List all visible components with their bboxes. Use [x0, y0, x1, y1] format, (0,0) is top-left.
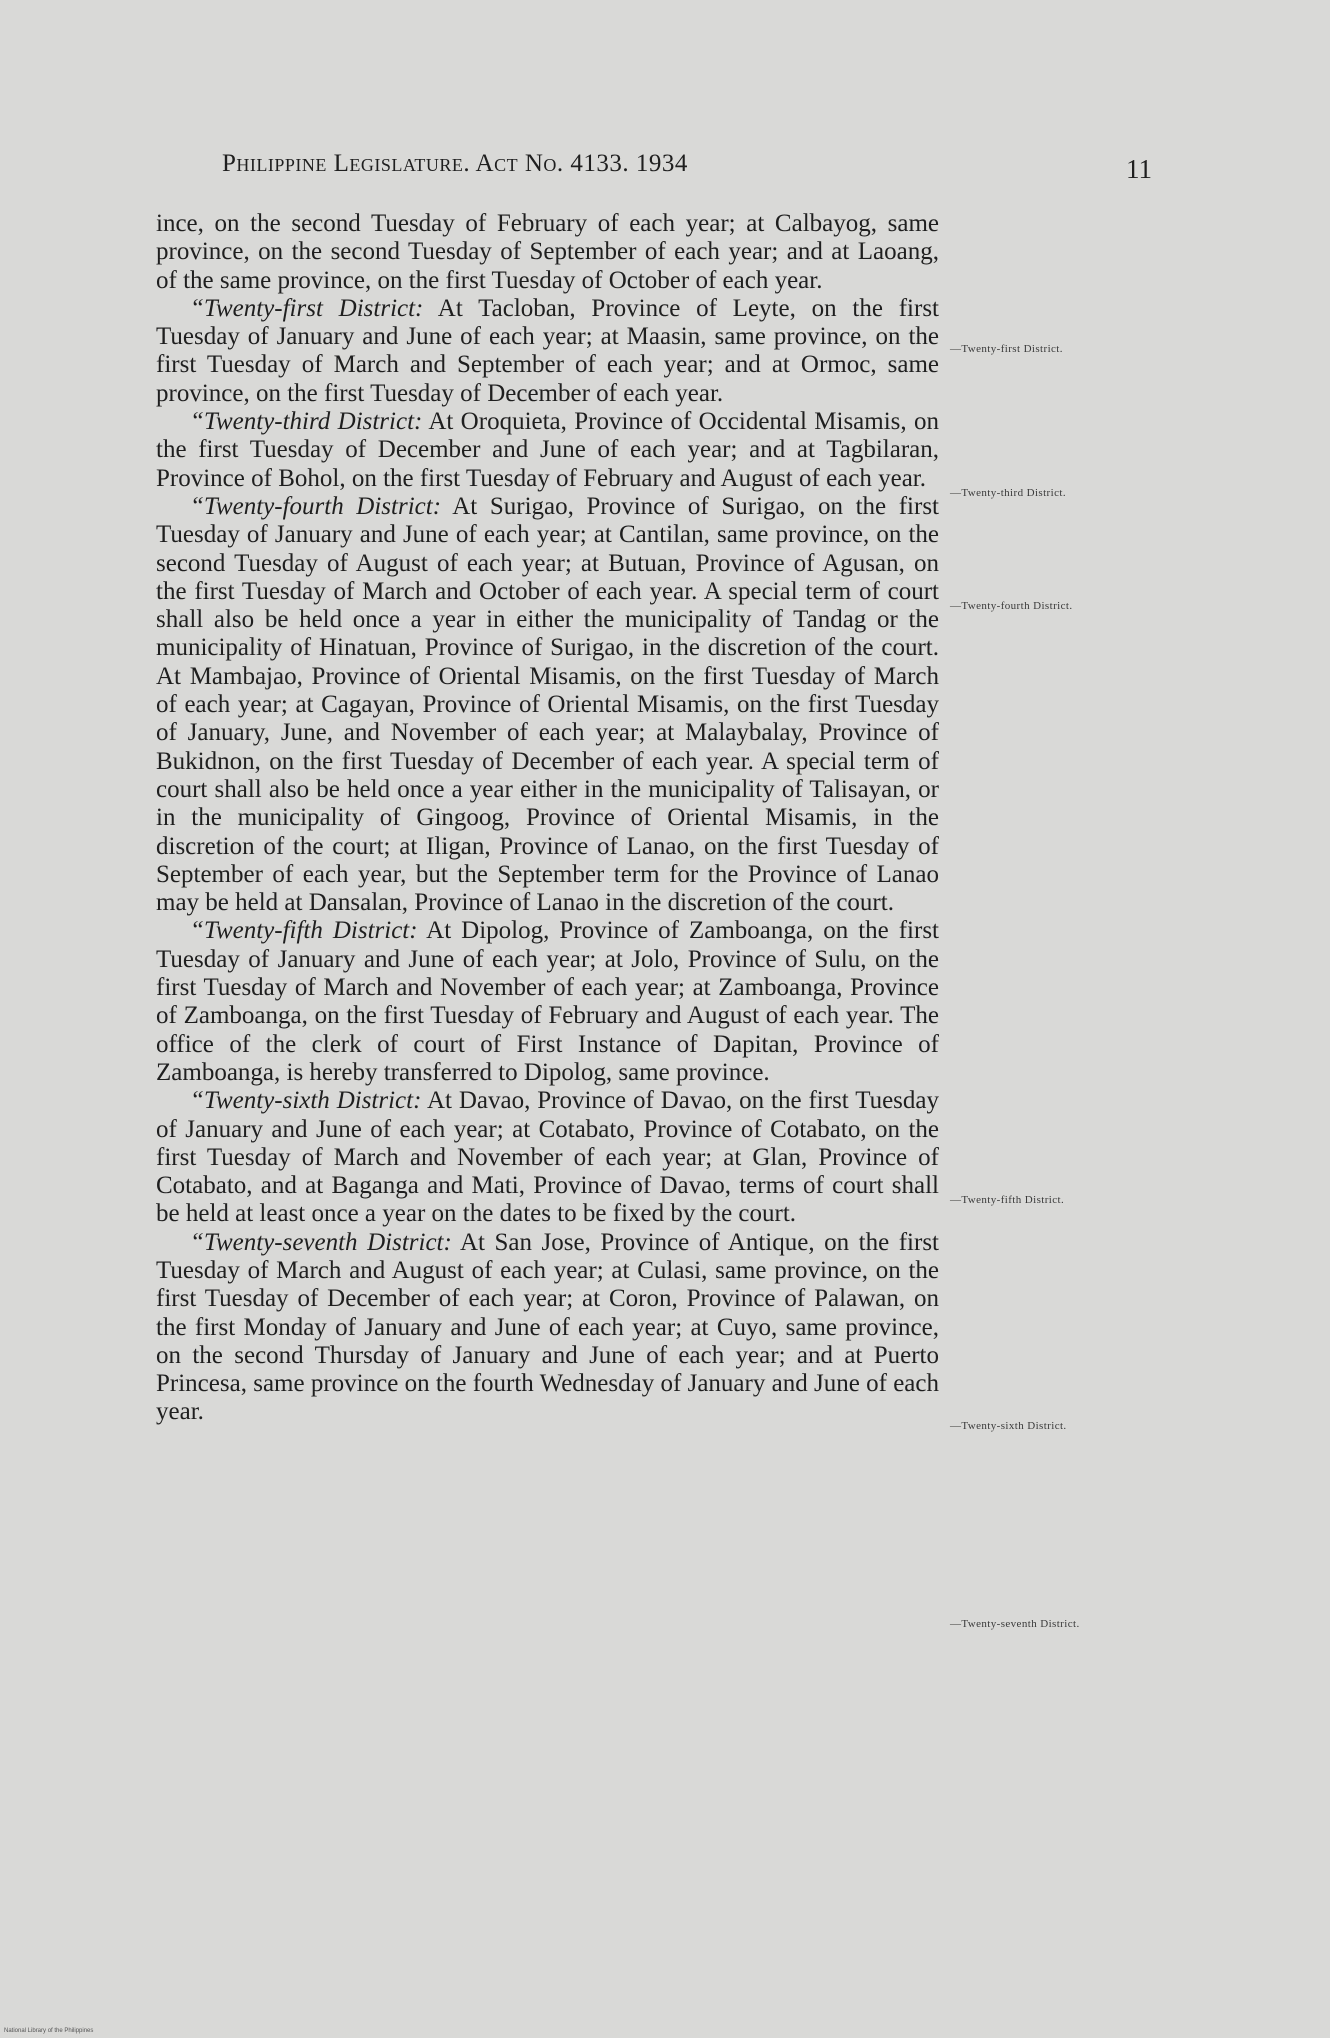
district-heading: “Twenty-fourth District: [190, 492, 442, 520]
margin-note: —Twenty-first District. [950, 343, 1063, 355]
page-number: 11 [1126, 154, 1152, 184]
margin-note: —Twenty-seventh District. [950, 1618, 1080, 1630]
paragraph [156, 917, 939, 1087]
running-title: Philippine Legislature. Act No. 4133. 1934 [222, 150, 688, 177]
paragraph [156, 1087, 939, 1228]
margin-note: —Twenty-fourth District. [950, 600, 1073, 612]
paragraph [156, 408, 939, 493]
margin-note: —Twenty-fifth District. [950, 1194, 1065, 1206]
paragraph-text: ince, on the second Tuesday of February of each year; at Calbayog, same province, on the second Tuesday of September of each year; and at Laoang, of the same province, on the first Tuesday of October of each year. [156, 210, 939, 294]
district-heading: “Twenty-first District: [190, 294, 424, 322]
district-heading: “Twenty-third District: [190, 408, 423, 436]
paragraph-text: At Surigao, Province of Surigao, on the first Tuesday of January and June of each year; at Cantilan, same province, on the second Tuesday of August of each year; at Butuan, Province of Agusan, on the first Tuesday of March and October of each year. A special term of court shall also be held once a year in either the municipality of Tandag or the municipality of Hinatuan, Province of Surigao, in the discretion of the court. At Mambajao, Province of Oriental Misamis, on the first Tuesday of March of each year; at Cagayan, Province of Oriental Misamis, on the first Tuesday of January, June, and November of each year; at Malaybalay, Province of Bukidnon, on the first Tuesday of December of each year. A special term of court shall also be held once a year either in the municipality of Talisayan, or in the municipality of Gingoog, Province of Oriental Misamis, in the discretion of the court; at Iligan, Province of Lanao, on the first Tuesday of September of each year, but the September term for the Province of Lanao may be held at Dansalan, Province of Lanao in the discretion of the court. [156, 492, 939, 917]
district-heading: “Twenty-sixth District: [190, 1087, 422, 1115]
margin-note: —Twenty-sixth District. [950, 1420, 1067, 1432]
paragraph-text: At Oroquieta, Province of Occidental Misamis, on the first Tuesday of December and June of each year; and at Tagbilaran, Province of Bohol, on the first Tuesday of February and August of each year. [156, 408, 939, 492]
paragraph [156, 295, 939, 408]
paragraph-text: At Tacloban, Province of Leyte, on the first Tuesday of January and June of each year; at Maasin, same province, on the first Tuesday of March and September of each year; and at Ormoc, same province, on the first Tuesday of December of each year. [156, 294, 939, 407]
paragraph-text: At Dipolog, Province of Zamboanga, on the first Tuesday of January and June of each year; at Jolo, Province of Sulu, on the first Tuesday of March and November of each year; at Zamboanga, Province of Zamboanga, on the first Tuesday of February and August of each year. The office of the clerk of court of First Instance of Dapitan, Province of Zamboanga, is hereby transferred to Dipolog, same province. [156, 917, 940, 1086]
paragraph [156, 210, 939, 295]
margin-note: —Twenty-third District. [950, 487, 1066, 499]
paragraph-text: At San Jose, Province of Antique, on the first Tuesday of March and August of each year; at Culasi, same province, on the first Tuesday of December of each year; at Coron, Province of Palawan, on the first Monday of January and June of each year; at Cuyo, same province, on the second Thursday of January and June of each year; and at Puerto Princesa, same province on the fourth Wednesday of January and June of each year. [156, 1228, 939, 1426]
paragraph-text: At Davao, Province of Davao, on the first Tuesday of January and June of each year; at Cotabato, Province of Cotabato, on the first Tuesday of March and November of each year; at Glan, Province of Cotabato, and at Baganga and Mati, Province of Davao, terms of court shall be held at least once a year on the dates to be fixed by the court. [156, 1087, 940, 1228]
district-heading: “Twenty-seventh District: [190, 1228, 452, 1256]
district-heading: “Twenty-fifth District: [190, 917, 418, 945]
page-header [222, 150, 1152, 190]
body-text [156, 210, 939, 1427]
paragraph [156, 493, 939, 917]
paragraph [156, 1229, 939, 1427]
library-stamp: National Library of the Philippines [4, 2028, 94, 2034]
